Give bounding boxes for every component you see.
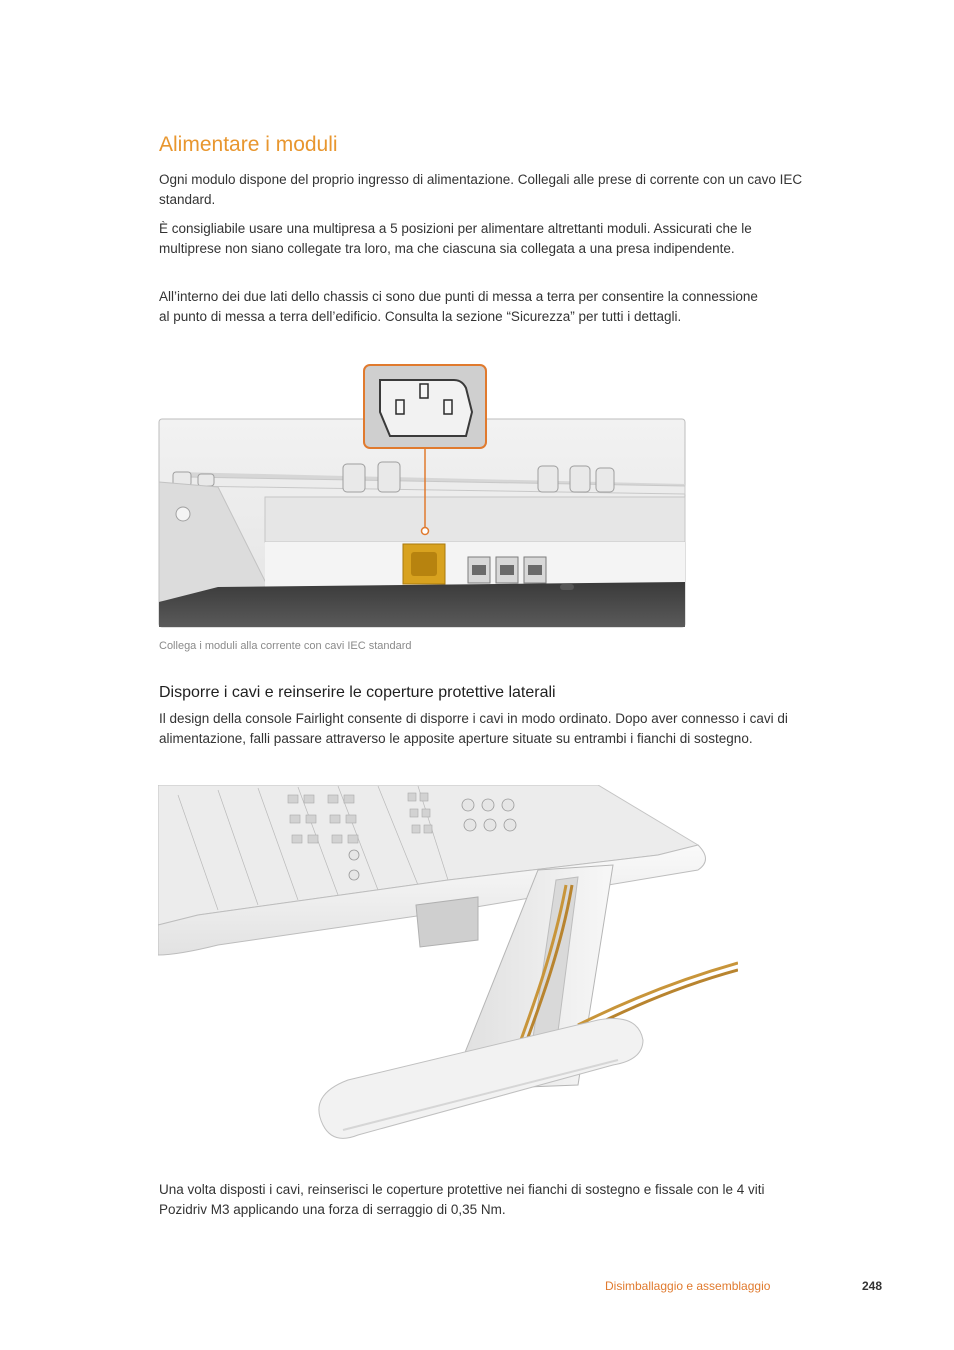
paragraph-cable-routing: Il design della console Fairlight consente di disporre i cavi in modo ordinato. Dopo aver connesso i cavi di alimentazione, falli passare attraverso le apposite aperture situate su entrambi i fianchi di sostegno. [159,711,788,746]
paragraph-power-strip: È consigliabile usare una multipresa a 5 posizioni per alimentare altrettanti moduli. Assicurati che le multiprese non siano collegate tra loro, ma che ciascuna sia collegata a una presa indipendente. [159,221,752,256]
paragraph-power-intro: Ogni modulo dispone del proprio ingresso di alimentazione. Collegali alle prese di corrente con un cavo IEC standard. [159,172,803,207]
figure-power-inlet [158,362,688,632]
paragraph-grounding: All’interno dei due lati dello chassis ci sono due punti di messa a terra per consentire la connessione al punto di messa a terra dell’edificio. Consulta la sezione “Sicurezza” per tutti i dettagli. [159,289,758,324]
figure-cable-routing [158,785,738,1165]
figure-caption: Collega i moduli alla corrente con cavi IEC standard [159,640,412,652]
footer-section-name: Disimballaggio e assemblaggio [605,1279,771,1293]
footer-page-number: 248 [862,1279,883,1293]
subsection-title: Disporre i cavi e reinserire le coperture protettive laterali [159,684,556,701]
page-title: Alimentare i moduli [159,133,338,156]
paragraph-closing: Una volta disposti i cavi, reinserisci le coperture protettive nei fianchi di sostegno e fissale con le 4 viti Pozidriv M3 applicando una forza di serraggio di 0,35 Nm. [159,1182,765,1217]
